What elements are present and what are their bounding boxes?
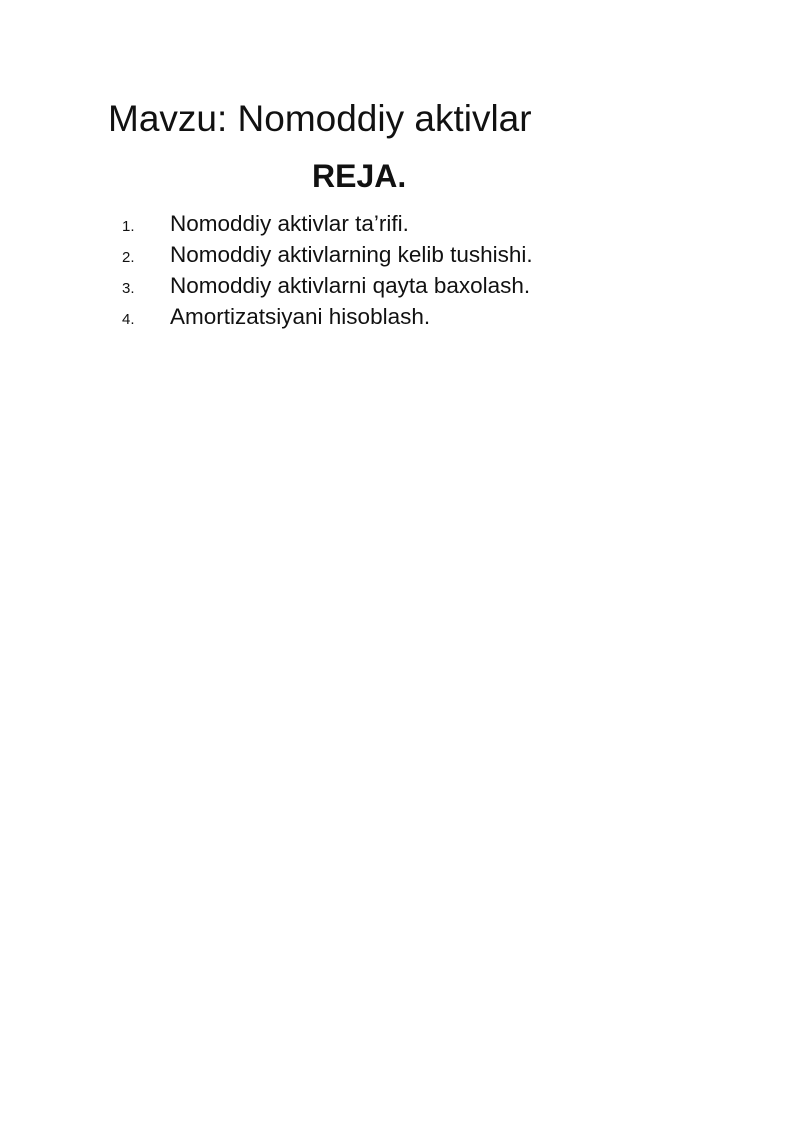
plan-item-number: 4.: [122, 311, 135, 328]
plan-item-text: Amortizatsiyani hisoblash.: [170, 304, 431, 329]
document-title: Mavzu: Nomoddiy aktivlar: [108, 98, 532, 139]
plan-list-item: [0, 302, 700, 333]
plan-item-number: 2.: [122, 249, 135, 266]
plan-list: [0, 209, 700, 333]
plan-item-text: Nomoddiy aktivlar ta’rifi.: [170, 211, 409, 236]
plan-item-number: 1.: [122, 218, 135, 235]
plan-list-item: [0, 209, 700, 240]
plan-list-item: [0, 271, 700, 302]
plan-item-text: Nomoddiy aktivlarni qayta baxolash.: [170, 273, 531, 298]
plan-item-number: 3.: [122, 280, 135, 297]
plan-heading: REJA.: [312, 158, 407, 194]
plan-item-text: Nomoddiy aktivlarning kelib tushishi.: [170, 242, 533, 267]
plan-list-item: [0, 240, 700, 271]
